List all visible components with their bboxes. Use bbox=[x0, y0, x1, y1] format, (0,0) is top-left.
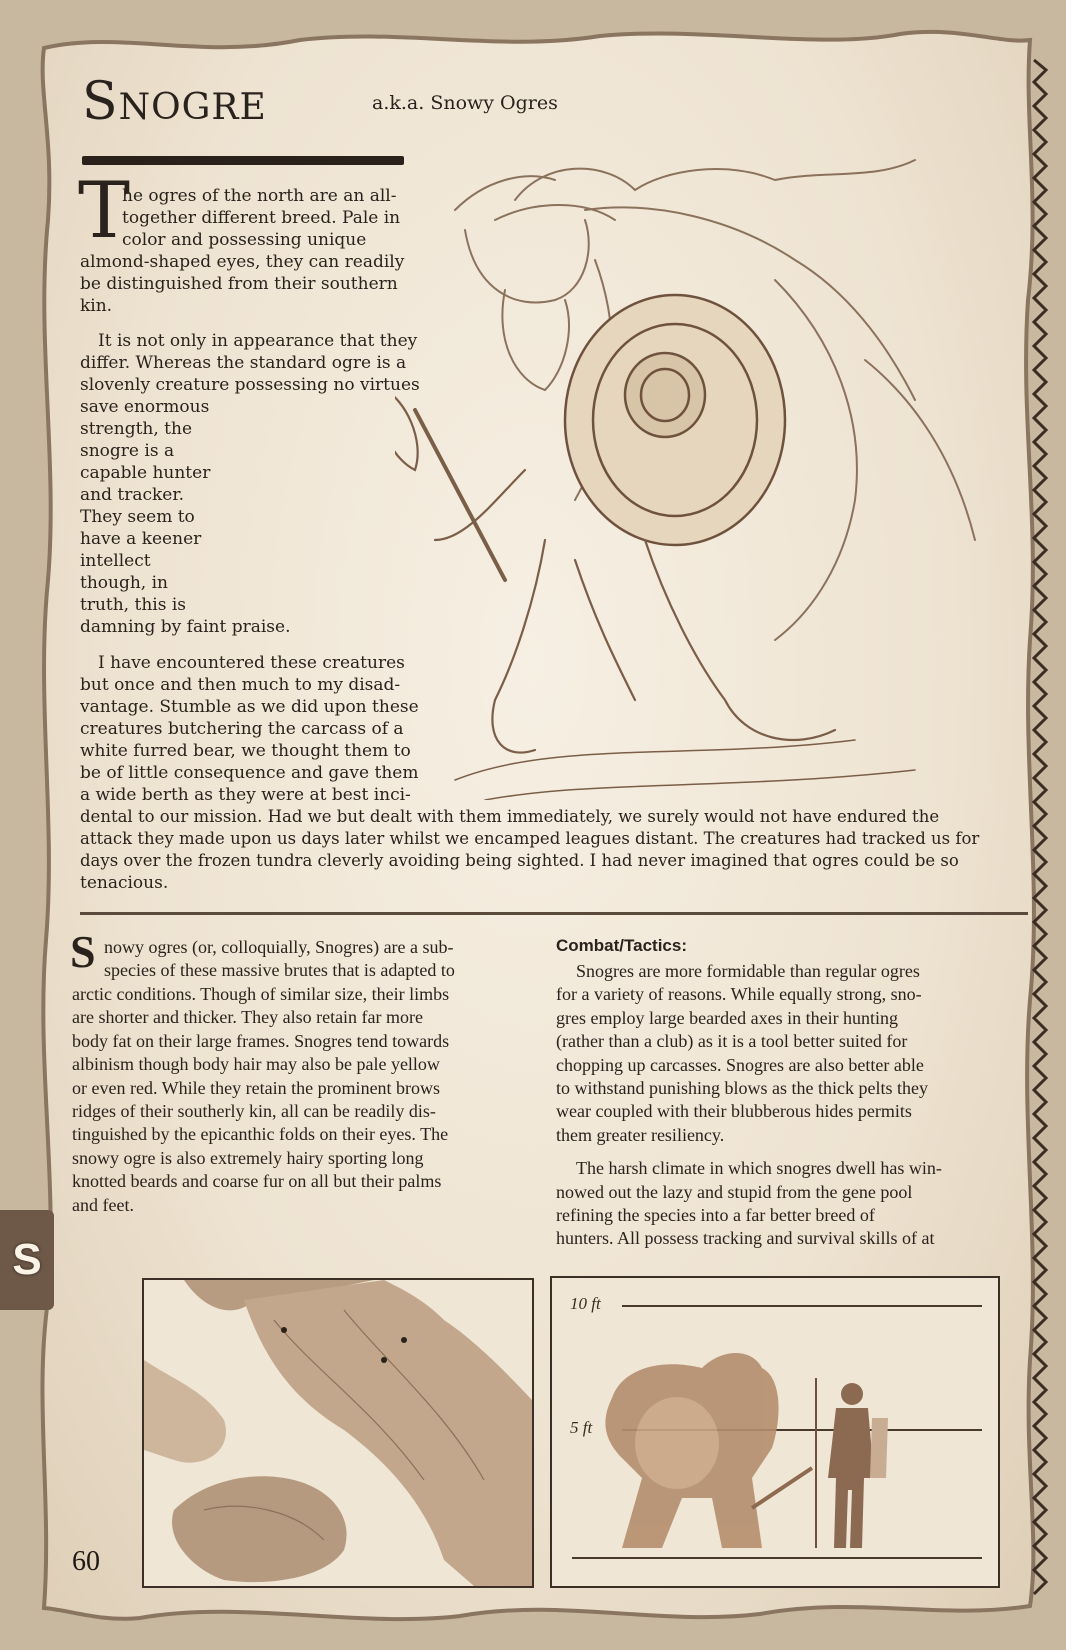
journal-line: dental to our mission. Had we but dealt with them immediately, we surely would not have endured the bbox=[80, 807, 940, 826]
journal-line: attack they made upon us days later whilst we encamped leagues distant. The creatures had tracked us for bbox=[80, 829, 980, 848]
journal-line: have a keener bbox=[80, 529, 202, 549]
journal-line: capable hunter bbox=[80, 463, 211, 483]
description-line: and feet. bbox=[72, 1194, 134, 1215]
combat-line: nowed out the lazy and stupid from the gene pool bbox=[556, 1181, 913, 1202]
journal-dropcap: T bbox=[78, 166, 131, 256]
description-first-lines bbox=[104, 936, 530, 983]
description-dropcap: S bbox=[70, 926, 96, 977]
journal-line: strength, the bbox=[80, 419, 193, 439]
combat-heading: Combat/Tactics: bbox=[556, 936, 687, 955]
combat-line: hunters. All possess tracking and survival skills of at bbox=[556, 1228, 935, 1249]
combat-line: for a variety of reasons. While equally strong, sno- bbox=[556, 984, 922, 1005]
title-underline bbox=[82, 156, 404, 165]
combat-line: Snogres are more formidable than regular ogres bbox=[576, 961, 920, 981]
journal-line: be of little consequence and gave them bbox=[80, 763, 419, 783]
description-line: or even red. While they retain the prominent brows bbox=[72, 1077, 441, 1098]
combat-line: refining the species into a far better breed of bbox=[556, 1205, 875, 1226]
description-line: ridges of their southerly kin, all can be readily dis- bbox=[72, 1101, 436, 1122]
journal-line: vantage. Stumble as we did upon these bbox=[80, 697, 419, 717]
journal-line: he ogres of the north are an all- bbox=[122, 186, 397, 206]
journal-line: creatures butchering the carcass of a bbox=[80, 719, 404, 739]
journal-line: together different breed. Pale in bbox=[122, 208, 401, 228]
journal-line: kin. bbox=[80, 296, 113, 316]
journal-line: days over the frozen tundra cleverly avoiding being sighted. I had never imagined that ogres could be so bbox=[80, 851, 959, 870]
journal-line: damning by faint praise. bbox=[80, 617, 291, 637]
combat-line: (rather than a club) as it is a tool better suited for bbox=[556, 1031, 908, 1052]
combat-line: them greater resiliency. bbox=[556, 1124, 725, 1145]
aka-subtitle: a.k.a. Snowy Ogres bbox=[372, 92, 558, 114]
journal-line: snogre is a bbox=[80, 441, 175, 461]
journal-line: I have encountered these creatures bbox=[98, 653, 405, 673]
alphabet-tab bbox=[0, 1210, 54, 1310]
description-line: are shorter and thicker. They also retain far more bbox=[72, 1007, 424, 1028]
journal-line: tenacious. bbox=[80, 873, 169, 893]
combat-line: The harsh climate in which snogres dwell has win- bbox=[576, 1158, 942, 1179]
size-comparison-chart bbox=[550, 1276, 1000, 1588]
journal-line: They seem to bbox=[80, 507, 195, 527]
journal-line: but once and then much to my disad- bbox=[80, 675, 401, 695]
journal-line: almond-shaped eyes, they can readily bbox=[80, 252, 405, 272]
journal-line: color and possessing unique bbox=[122, 230, 367, 250]
journal-line: white furred bear, we thought them to bbox=[80, 741, 411, 761]
description-line: albinism though body hair may also be pale yellow bbox=[72, 1054, 440, 1075]
map-terrain bbox=[144, 1280, 532, 1586]
scale-label-10ft: 10 ft bbox=[570, 1294, 601, 1313]
journal-line: a wide berth as they were at best inci- bbox=[80, 785, 411, 805]
journal-line: intellect bbox=[80, 551, 151, 571]
combat-line: gres employ large bearded axes in their hunting bbox=[556, 1007, 899, 1028]
journal-line: save enormous bbox=[80, 397, 210, 417]
journal-line: truth, this is bbox=[80, 595, 187, 615]
description-line: nowy ogres (or, colloquially, Snogres) are a sub- bbox=[104, 937, 454, 957]
description-line: arctic conditions. Though of similar size, their limbs bbox=[72, 984, 450, 1004]
alphabet-tab-letter: S bbox=[12, 1235, 42, 1284]
habitat-map bbox=[142, 1278, 534, 1588]
description-line: body fat on their large frames. Snogres tend towards bbox=[72, 1030, 450, 1051]
description-line: snowy ogre is also extremely hairy sporting long bbox=[72, 1147, 424, 1168]
journal-line: be distinguished from their southern bbox=[80, 274, 398, 294]
description-line: tinguished by the epicanthic folds on their eyes. The bbox=[72, 1124, 449, 1145]
page-title: Snogre bbox=[82, 72, 267, 132]
combat-line: to withstand punishing blows as the thick pelts they bbox=[556, 1078, 928, 1099]
description-line: knotted beards and coarse fur on all but their palms bbox=[72, 1171, 442, 1192]
combat-line: wear coupled with their blubberous hides permits bbox=[556, 1101, 912, 1122]
journal-line: differ. Whereas the standard ogre is a bbox=[80, 353, 407, 373]
journal-line: slovenly creature possessing no virtues bbox=[80, 375, 420, 395]
page-number: 60 bbox=[72, 1546, 100, 1577]
description-line: species of these massive brutes that is adapted to bbox=[104, 960, 455, 981]
section-divider bbox=[80, 912, 1028, 915]
journal-line: It is not only in appearance that they bbox=[98, 331, 418, 351]
snogre-illustration bbox=[395, 140, 1015, 800]
journal-line: and tracker. bbox=[80, 485, 185, 505]
combat-body bbox=[556, 960, 1016, 1251]
combat-line: chopping up carcasses. Snogres are also better able bbox=[556, 1054, 924, 1075]
scale-label-5ft: 5 ft bbox=[570, 1418, 593, 1437]
journal-line: though, in bbox=[80, 573, 168, 593]
description-body bbox=[72, 983, 530, 1217]
size-scale bbox=[552, 1278, 998, 1586]
